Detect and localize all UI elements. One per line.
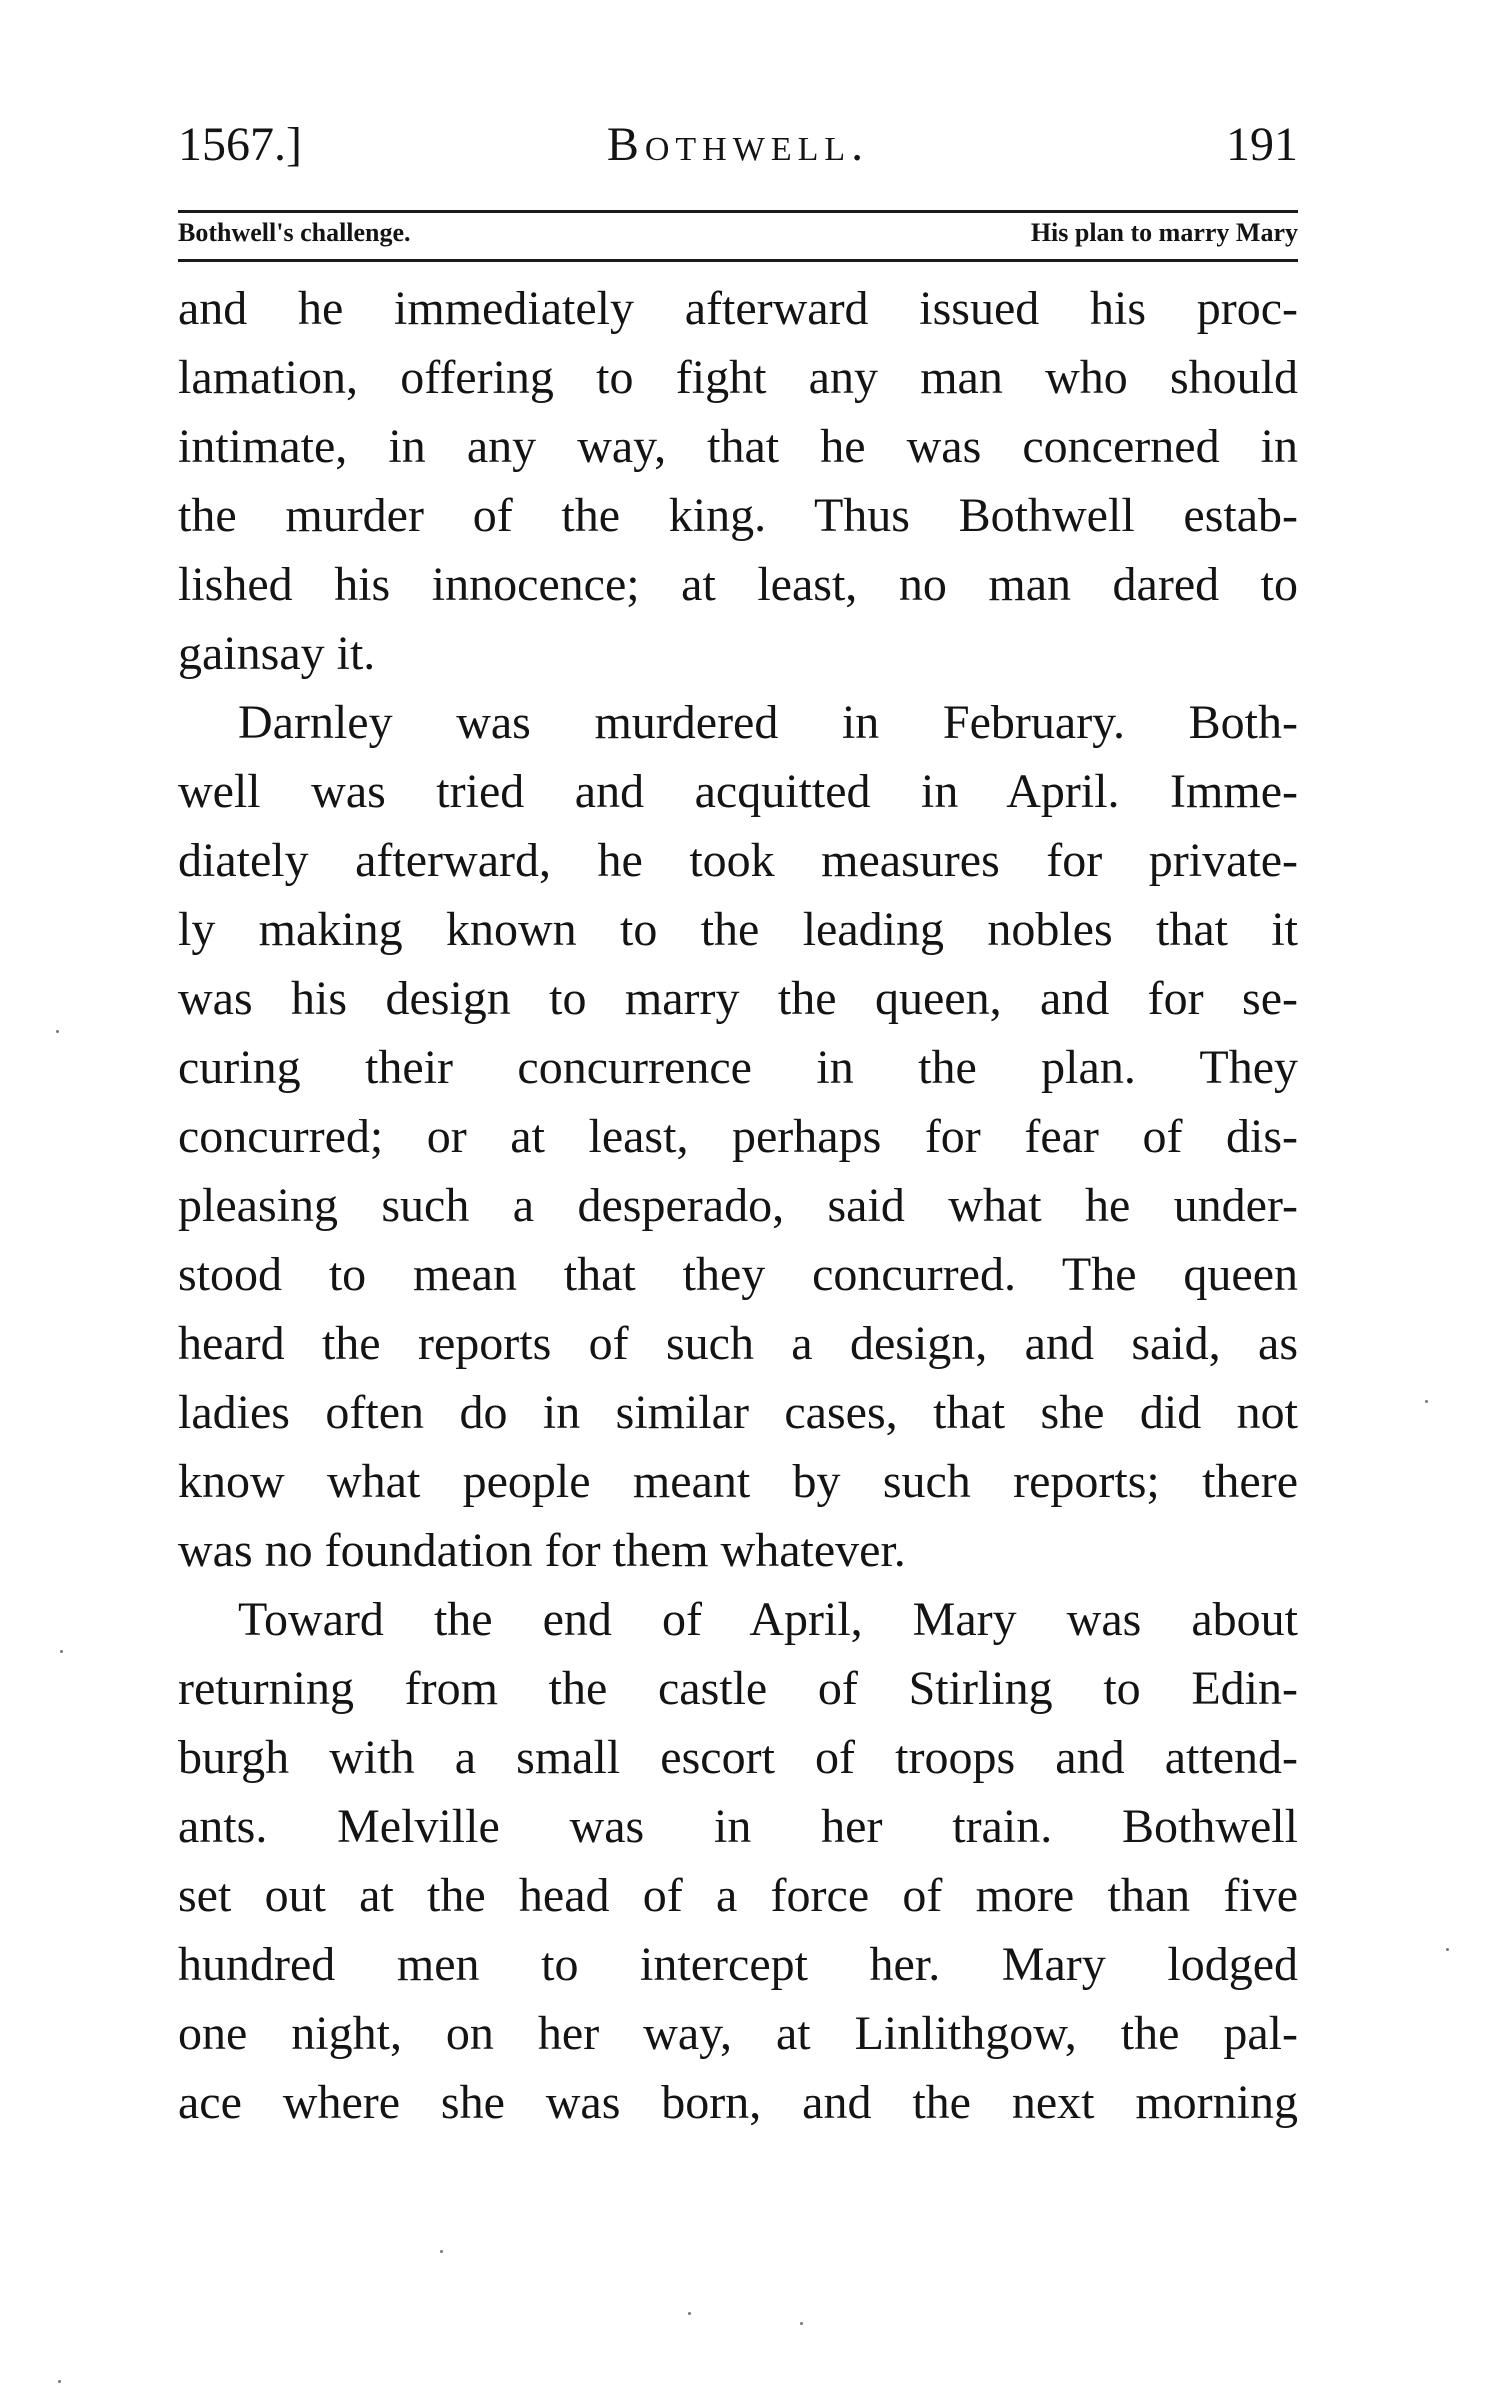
text-line: was his design to marry the queen, and for se- bbox=[178, 972, 1298, 1025]
sidenote-right: His plan to marry Mary bbox=[1030, 218, 1298, 247]
scan-speck bbox=[1425, 1400, 1428, 1403]
scan-speck bbox=[58, 2380, 61, 2383]
text-line: Toward the end of April, Mary was about bbox=[238, 1593, 1298, 1646]
paragraph-1 bbox=[178, 274, 1298, 688]
text-line: ants. Melville was in her train. Bothwell bbox=[178, 1800, 1298, 1853]
text-line: heard the reports of such a design, and said, as bbox=[178, 1317, 1298, 1370]
text-line: know what people meant by such reports; there bbox=[178, 1455, 1298, 1508]
text-line: lished his innocence; at least, no man dared to bbox=[178, 558, 1298, 611]
paragraph-3 bbox=[178, 1585, 1298, 2137]
text-line: well was tried and acquitted in April. Imme- bbox=[178, 765, 1298, 818]
paragraph-2 bbox=[178, 688, 1298, 1585]
body-text bbox=[178, 274, 1298, 2137]
scan-speck bbox=[56, 1030, 59, 1033]
header-title: Bothwell. bbox=[606, 118, 870, 171]
text-line: diately afterward, he took measures for private- bbox=[178, 834, 1298, 887]
running-head bbox=[178, 110, 1298, 180]
text-line: pleasing such a desperado, said what he under- bbox=[178, 1179, 1298, 1232]
text-line: burgh with a small escort of troops and attend- bbox=[178, 1731, 1298, 1784]
text-line: stood to mean that they concurred. The queen bbox=[178, 1248, 1298, 1301]
text-line: intimate, in any way, that he was concerned in bbox=[178, 420, 1298, 473]
text-line: and he immediately afterward issued his proc- bbox=[178, 282, 1298, 335]
scan-speck bbox=[440, 2250, 443, 2253]
text-line: gainsay it. bbox=[178, 627, 376, 680]
text-line: was no foundation for them whatever. bbox=[178, 1524, 906, 1577]
text-line: concurred; or at least, perhaps for fear of dis- bbox=[178, 1110, 1298, 1163]
text-line: ace where she was born, and the next morning bbox=[178, 2076, 1298, 2129]
text-line: hundred men to intercept her. Mary lodged bbox=[178, 1938, 1298, 1991]
text-line: one night, on her way, at Linlithgow, the pal- bbox=[178, 2007, 1298, 2060]
text-line: the murder of the king. Thus Bothwell estab- bbox=[178, 489, 1298, 542]
text-line: Darnley was murdered in February. Both- bbox=[238, 696, 1298, 749]
page-number: 191 bbox=[1226, 118, 1298, 171]
header-rule-bottom bbox=[178, 259, 1298, 262]
sidenote-bar bbox=[178, 213, 1298, 253]
text-line: ladies often do in similar cases, that she did not bbox=[178, 1386, 1298, 1439]
scan-speck bbox=[60, 1650, 63, 1653]
text-line: ly making known to the leading nobles that it bbox=[178, 903, 1298, 956]
scan-speck bbox=[1446, 1948, 1449, 1951]
header-year: 1567.] bbox=[178, 118, 302, 171]
text-line: lamation, offering to fight any man who should bbox=[178, 351, 1298, 404]
text-line: set out at the head of a force of more than five bbox=[178, 1869, 1298, 1922]
scan-speck bbox=[800, 2322, 803, 2325]
book-page bbox=[178, 110, 1298, 2137]
text-line: curing their concurrence in the plan. They bbox=[178, 1041, 1298, 1094]
scan-speck bbox=[688, 2312, 691, 2315]
sidenote-left: Bothwell's challenge. bbox=[178, 218, 411, 247]
text-line: returning from the castle of Stirling to Edin- bbox=[178, 1662, 1298, 1715]
